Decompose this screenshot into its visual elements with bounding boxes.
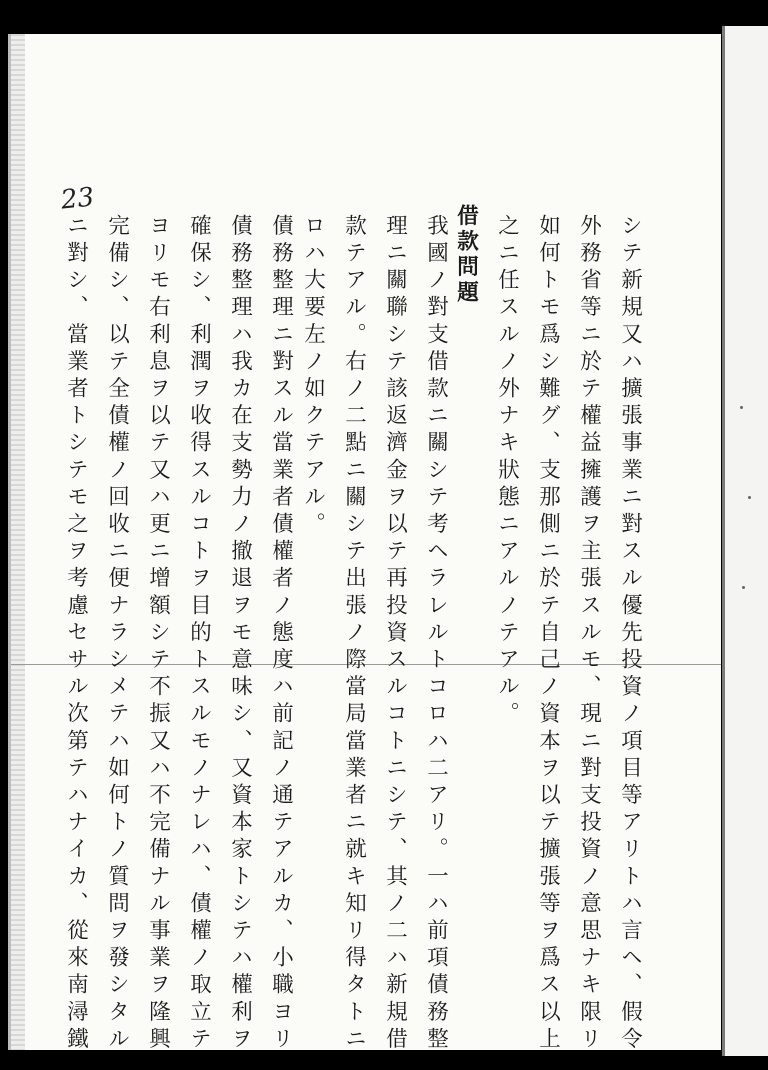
section-heading: 借款問題: [453, 204, 479, 306]
text-column-13: ヨリモ右利息ヲ以テ又ハ更ニ增額シテ不振又ハ不完備ナル事業ヲ隆興: [145, 214, 171, 1055]
document-page: [8, 34, 721, 1055]
text-column-8: 款テアル。右ノ二點ニ關シテ出張ノ際當局當業者ニ就キ知リ得タトニ: [341, 214, 367, 1055]
text-column-1: シテ新規又ハ擴張事業ニ對スル優先投資ノ項目等アリトハ言ヘ、假令: [617, 214, 643, 1055]
text-column-9: ロハ大要左ノ如クテアル。: [300, 214, 326, 540]
text-column-11: 債務整理ハ我カ在支勢力ノ撤退ヲモ意味シ、又資本家トシテハ權利ヲ: [227, 214, 253, 1055]
text-column-2: 外務省等ニ於テ權益擁護ヲ主張スルモ、現ニ對支投資ノ意思ナキ限リ: [576, 214, 602, 1055]
page-number: 23: [59, 182, 96, 216]
text-column-15: ニ對シ、當業者トシテモ之ヲ考慮セサル次第テハナイカ、從來南潯鐵: [63, 214, 89, 1055]
text-column-7: 理ニ關聯シテ該返濟金ヲ以テ再投資スルコトニシテ、其ノ二ハ新規借: [382, 214, 408, 1055]
page-edge-rule: [722, 26, 725, 1056]
text-column-3: 如何トモ爲シ難グ、支那側ニ於テ自己ノ資本ヲ以テ擴張等ヲ爲ス以上: [535, 214, 561, 1055]
text-column-6: 我國ノ對支借款ニ關シテ考ヘラレルトコロハ二アリ。一ハ前項債務整: [423, 214, 449, 1055]
scan-speck: [742, 586, 745, 589]
text-column-14: 完備シ、以テ全債權ノ回收ニ便ナラシメテハ如何トノ質問ヲ發シタル: [104, 214, 130, 1055]
scan-speck: [740, 406, 743, 409]
adjacent-page-edge: [722, 26, 768, 1056]
text-column-12: 確保シ、利潤ヲ收得スルコトヲ目的トスルモノナレハ、債權ノ取立テ: [186, 214, 212, 1055]
scan-speck: [748, 496, 751, 499]
text-column-4: 之ニ任スルノ外ナキ狀態ニアルノテアル。: [494, 214, 520, 729]
text-column-10: 債務整理ニ對スル當業者債權者ノ態度ハ前記ノ通テアルカ、小職ヨリ: [268, 214, 294, 1055]
